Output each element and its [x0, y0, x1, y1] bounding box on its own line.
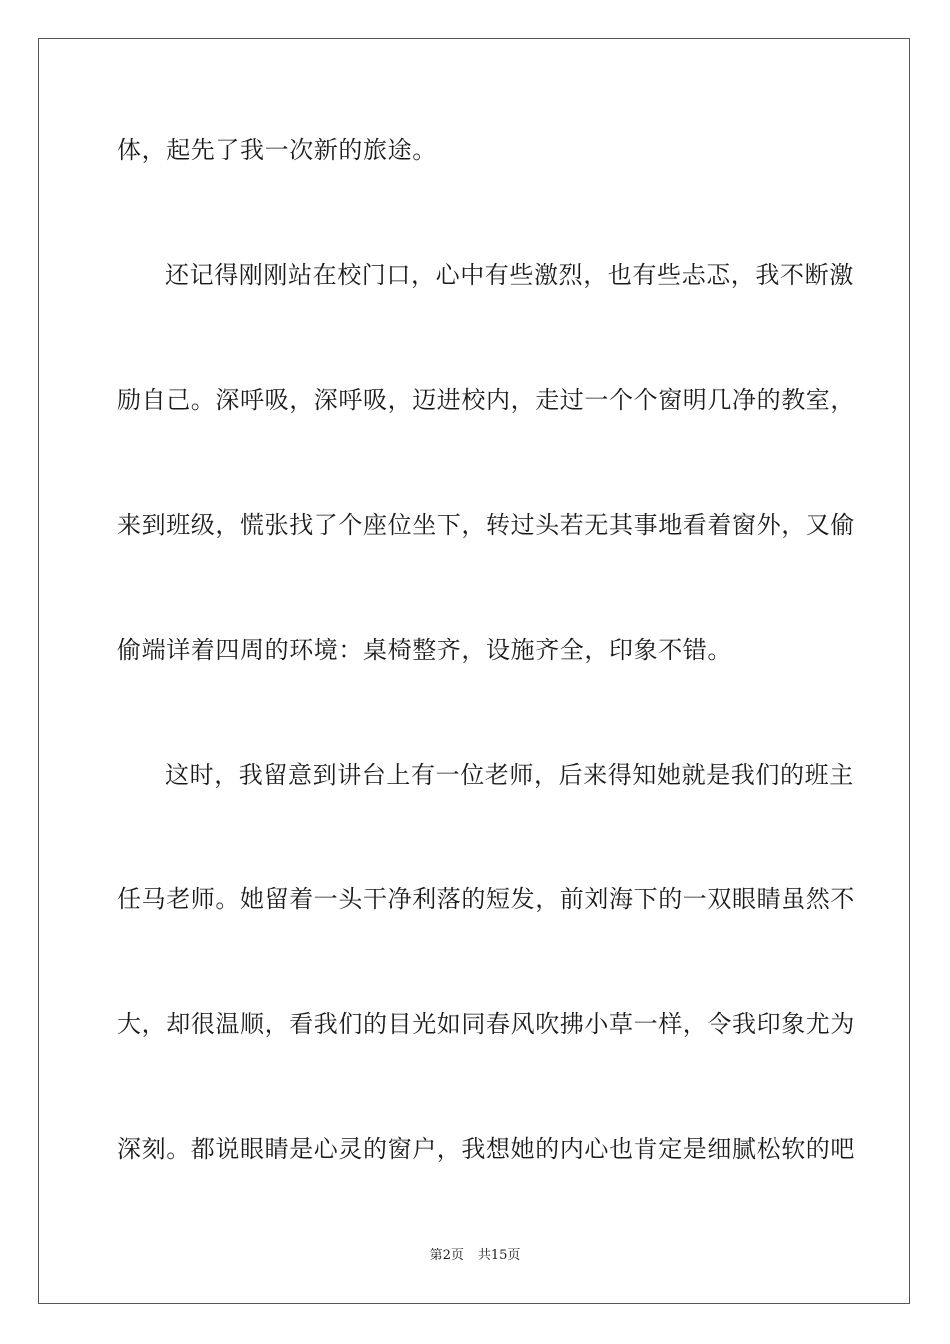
page-border: [38, 38, 910, 1304]
text-line-9: 深刻。都说眼睛是心灵的窗户，我想她的内心也肯定是细腻松软的吧: [117, 1135, 855, 1163]
page-total: 共15页: [477, 1248, 521, 1263]
text-line-3: 励自己。深呼吸，深呼吸，迈进校内，走过一个个窗明几净的教室，: [117, 386, 855, 414]
text-line-6: 这时，我留意到讲台上有一位老师，后来得知她就是我们的班主: [165, 761, 854, 789]
text-line-4: 来到班级，慌张找了个座位坐下，转过头若无其事地看着窗外，又偷: [117, 511, 855, 539]
page-footer: [0, 1247, 950, 1265]
text-line-5: 偷端详着四周的环境：桌椅整齐，设施齐全，印象不错。: [117, 636, 732, 664]
page-number: 第2页: [429, 1248, 464, 1263]
text-line-7: 任马老师。她留着一头干净利落的短发，前刘海下的一双眼睛虽然不: [117, 885, 855, 913]
text-line-1: 体，起先了我一次新的旅途。: [117, 136, 437, 164]
text-line-8: 大，却很温顺，看我们的目光如同春风吹拂小草一样，令我印象尤为: [117, 1010, 855, 1038]
text-line-2: 还记得刚刚站在校门口，心中有些激烈，也有些忐忑，我不断激: [165, 261, 854, 289]
